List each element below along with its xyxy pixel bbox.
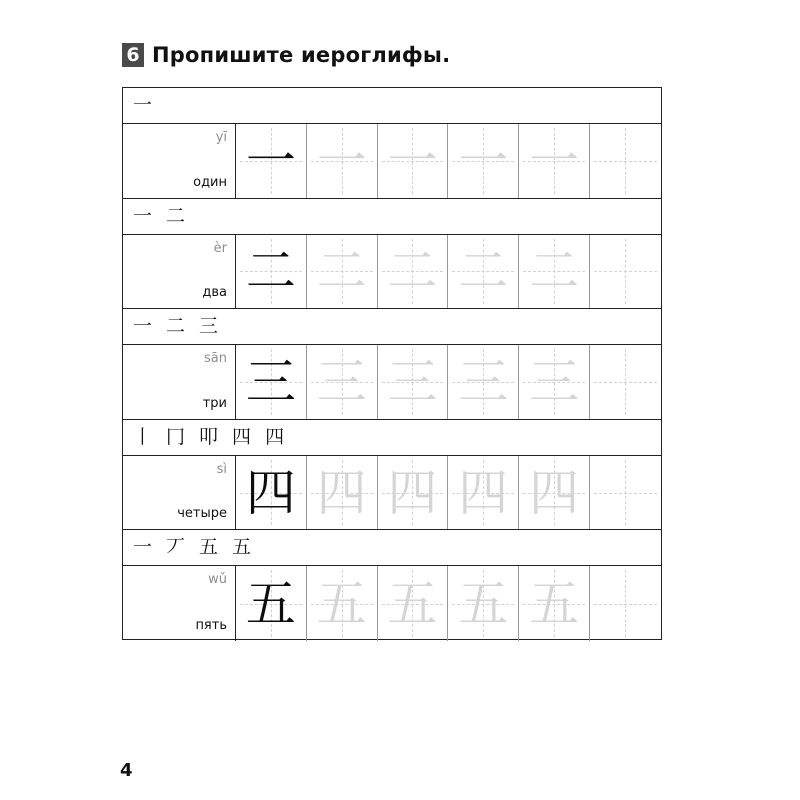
stroke-order-step: 二: [166, 315, 186, 338]
stroke-order-row: [123, 420, 661, 456]
trace-character-cell: [307, 566, 378, 641]
character-row: [123, 566, 661, 641]
blank-practice-cell: [590, 456, 661, 530]
trace-character: 四: [387, 463, 438, 522]
trace-character: 五: [458, 574, 509, 633]
character-label-cell: [123, 456, 236, 530]
model-character: 四: [245, 463, 296, 522]
trace-character-cell: [307, 456, 378, 530]
trace-character-cell: [378, 456, 449, 530]
blank-practice-cell: [590, 124, 661, 198]
stroke-order-row: [123, 530, 661, 566]
trace-character-cell: [307, 235, 378, 309]
character-row: [123, 235, 661, 310]
model-character: 五: [245, 574, 296, 633]
model-character: 二: [245, 242, 296, 301]
trace-character-cell: [448, 345, 519, 419]
pinyin-label: yī: [215, 130, 227, 145]
character-row: [123, 345, 661, 420]
model-character-cell: [236, 235, 307, 309]
exercise-title: Пропишите иероглифы.: [152, 43, 451, 67]
stroke-order-step: 四: [265, 425, 285, 448]
stroke-order-step: 一: [133, 315, 153, 338]
exercise-heading: [122, 40, 450, 70]
meaning-label: пять: [195, 617, 227, 633]
trace-character-cell: [307, 345, 378, 419]
stroke-order-row: [123, 199, 661, 235]
character-label-cell: [123, 345, 236, 419]
trace-character-cell: [378, 345, 449, 419]
pinyin-label: èr: [213, 240, 227, 256]
trace-character-cell: [519, 566, 590, 641]
stroke-order-step: 一: [133, 536, 153, 559]
page-number: 4: [120, 760, 133, 781]
trace-character: 一: [316, 131, 367, 190]
trace-character: 二: [316, 242, 367, 301]
trace-character: 五: [529, 574, 580, 633]
trace-character: 五: [316, 574, 367, 633]
pinyin-label: sì: [216, 461, 227, 477]
stroke-order-row: [123, 88, 661, 124]
trace-character-cell: [519, 235, 590, 309]
trace-character: 一: [529, 131, 580, 190]
blank-practice-cell: [590, 235, 661, 309]
blank-practice-cell: [590, 566, 661, 641]
stroke-order-step: 五: [232, 536, 252, 559]
stroke-order-step: 五: [199, 536, 219, 559]
meaning-label: четыре: [177, 506, 227, 522]
trace-character: 五: [387, 574, 438, 633]
model-character-cell: [236, 456, 307, 530]
stroke-order-step: 冂: [166, 425, 186, 448]
character-label-cell: [123, 235, 236, 309]
character-row: [123, 456, 661, 531]
trace-character-cell: [519, 456, 590, 530]
model-character: 三: [245, 352, 296, 411]
trace-character: 三: [458, 352, 509, 411]
trace-character: 二: [387, 242, 438, 301]
trace-character-cell: [448, 124, 519, 198]
stroke-order-step: 一: [133, 94, 153, 116]
stroke-order-step: 四: [232, 425, 252, 448]
character-row: [123, 124, 661, 199]
stroke-order-step: 叩: [199, 425, 219, 448]
trace-character: 二: [458, 242, 509, 301]
trace-character: 一: [387, 131, 438, 190]
trace-character: 四: [529, 463, 580, 522]
exercise-number-badge: 6: [122, 43, 144, 67]
trace-character: 三: [529, 352, 580, 411]
stroke-order-step: 丨: [133, 425, 153, 448]
model-character-cell: [236, 124, 307, 198]
trace-character: 一: [458, 131, 509, 190]
trace-character-cell: [448, 566, 519, 641]
stroke-order-step: 一: [133, 204, 153, 227]
trace-character: 四: [458, 463, 509, 522]
trace-character-cell: [448, 235, 519, 309]
pinyin-label: sān: [204, 351, 227, 367]
character-label-cell: [123, 566, 236, 641]
meaning-label: три: [202, 395, 227, 411]
trace-character: 三: [316, 352, 367, 411]
model-character: 一: [245, 131, 296, 190]
trace-character-cell: [448, 456, 519, 530]
model-character-cell: [236, 566, 307, 641]
character-label-cell: [123, 124, 236, 198]
trace-character: 四: [316, 463, 367, 522]
stroke-order-step: 丆: [166, 536, 186, 559]
trace-character: 三: [387, 352, 438, 411]
blank-practice-cell: [590, 345, 661, 419]
meaning-label: один: [193, 174, 227, 190]
meaning-label: два: [202, 285, 227, 301]
trace-character-cell: [519, 345, 590, 419]
practice-grid: [122, 87, 662, 640]
trace-character-cell: [307, 124, 378, 198]
trace-character-cell: [378, 235, 449, 309]
stroke-order-step: 二: [166, 204, 186, 227]
pinyin-label: wǔ: [208, 572, 227, 588]
trace-character-cell: [378, 124, 449, 198]
trace-character-cell: [378, 566, 449, 641]
stroke-order-row: [123, 309, 661, 345]
trace-character-cell: [519, 124, 590, 198]
trace-character: 二: [529, 242, 580, 301]
model-character-cell: [236, 345, 307, 419]
stroke-order-step: 三: [199, 315, 219, 338]
